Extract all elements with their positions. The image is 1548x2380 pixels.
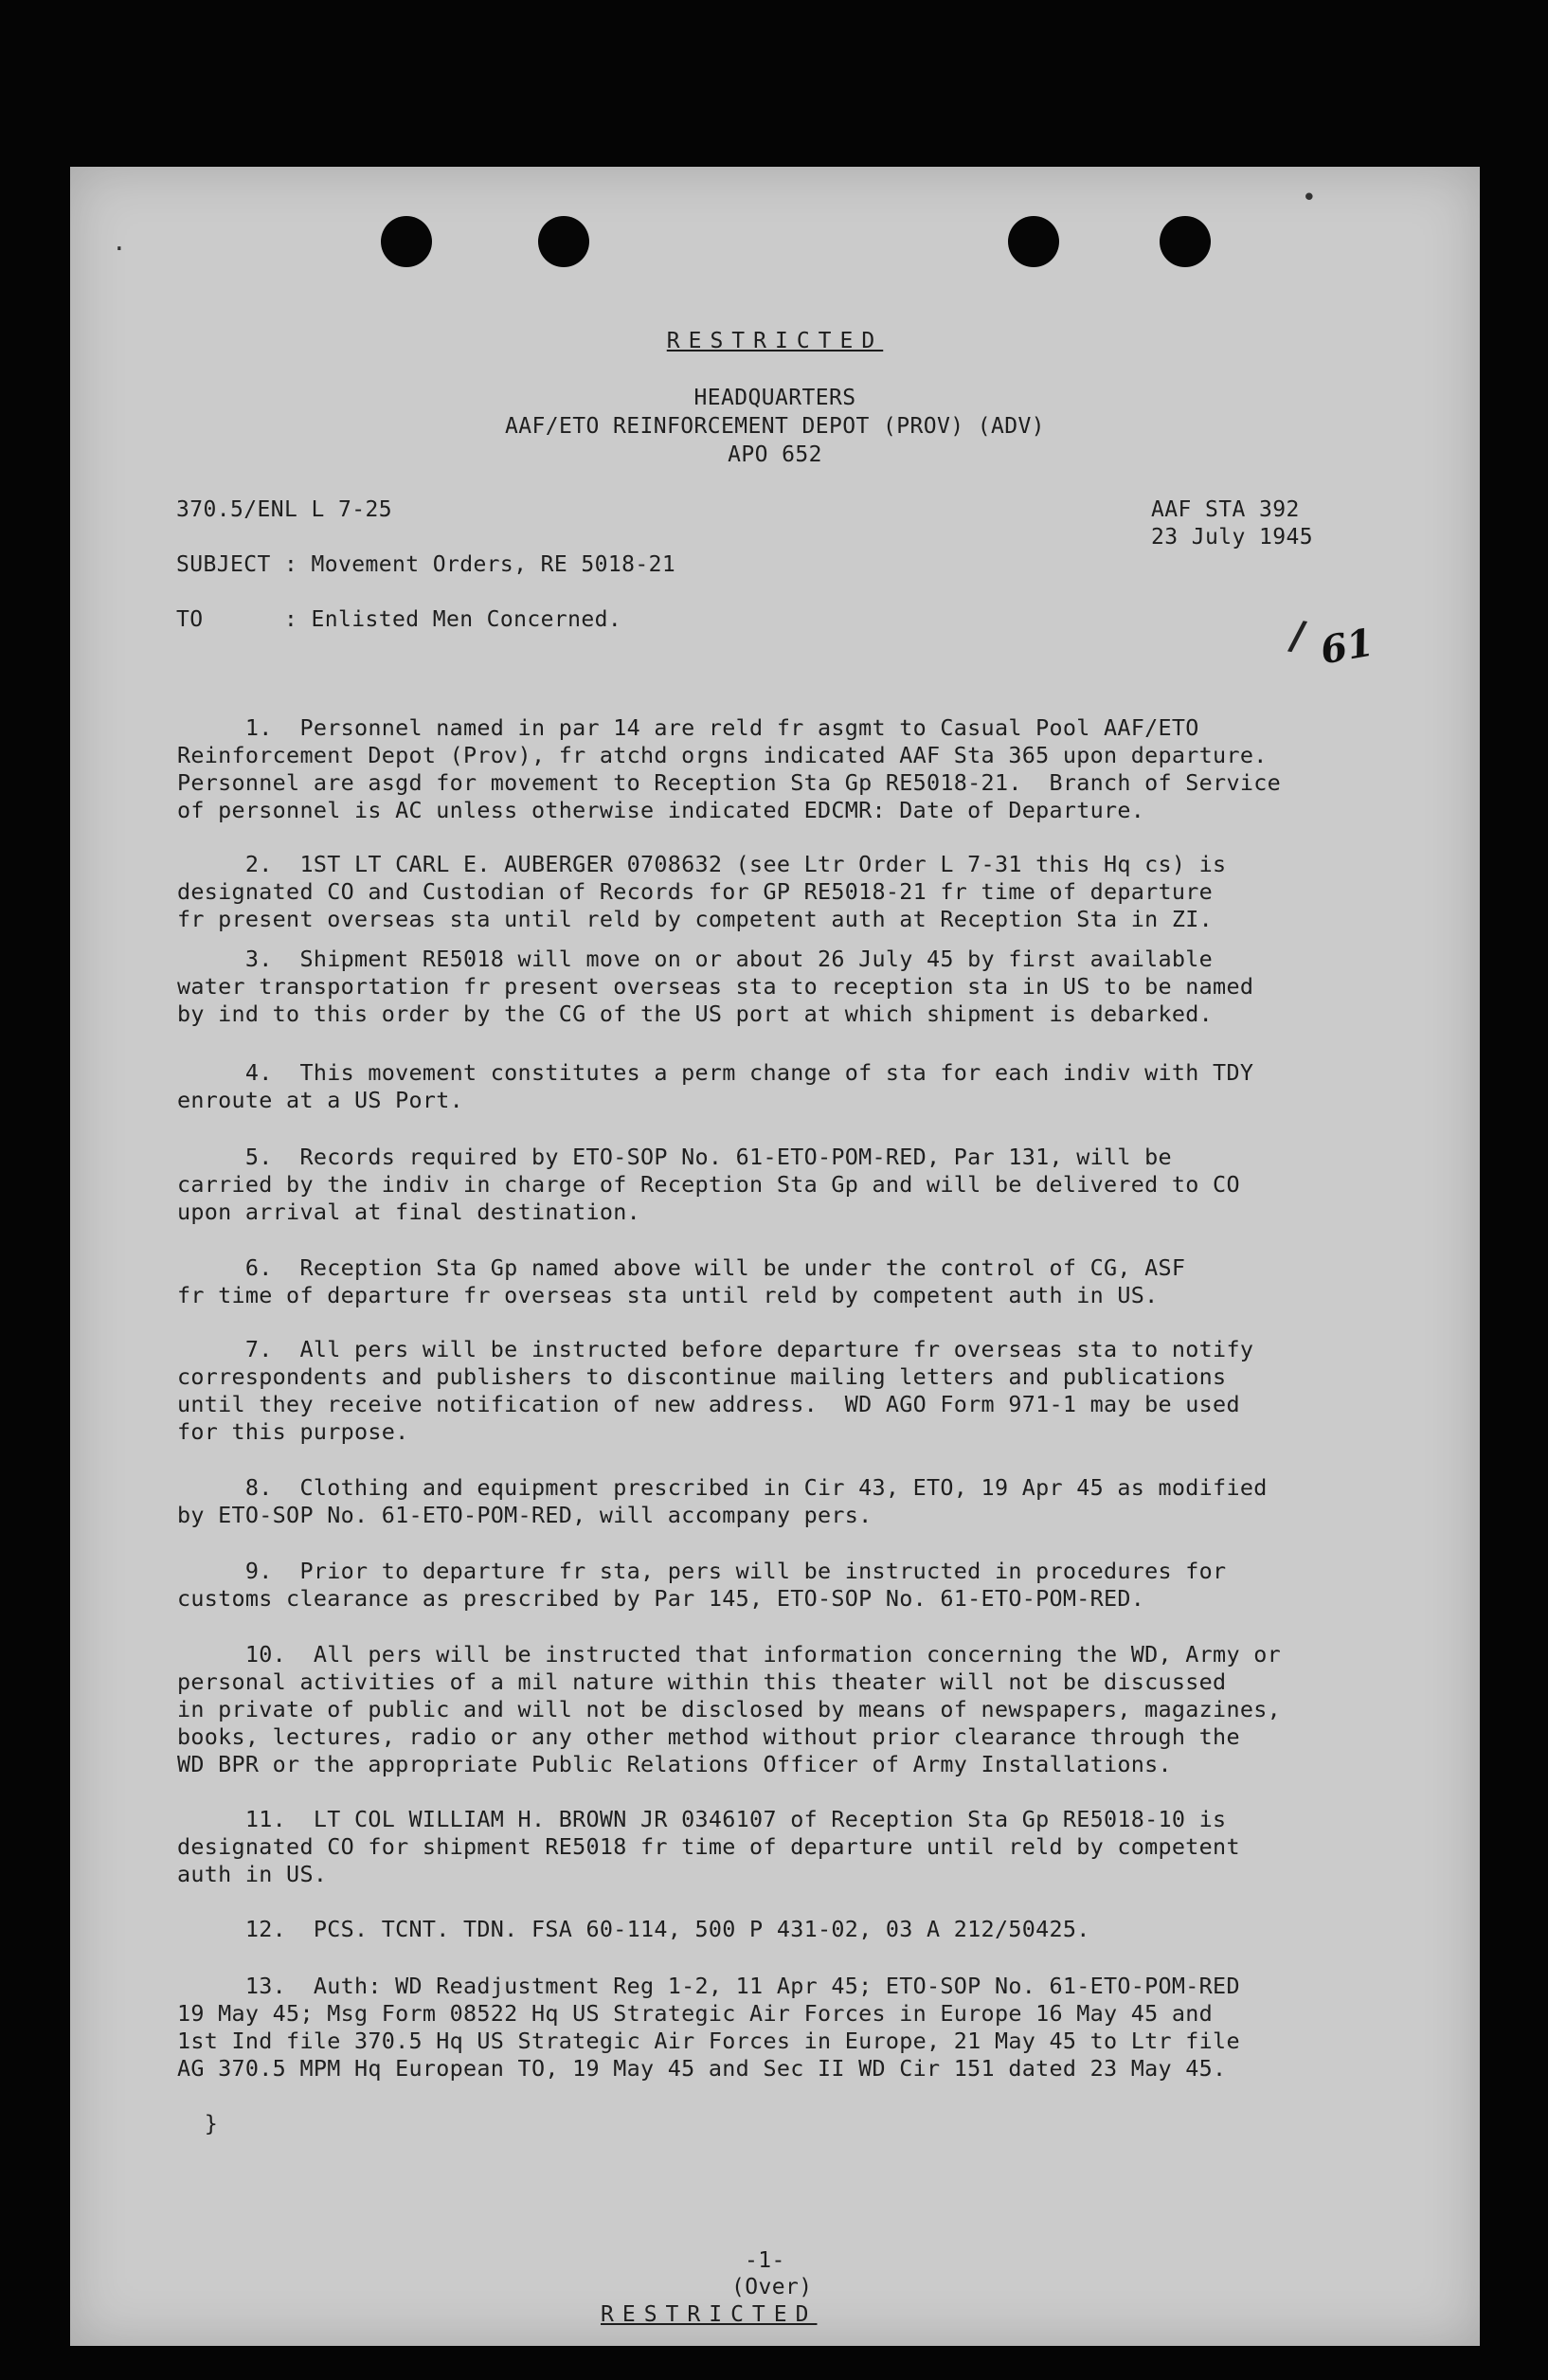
paragraph-6: 6. Reception Sta Gp named above will be under the control of CG, ASF fr time of departure fr overseas sta until reld by competent auth in US. [177,1254,1186,1308]
paragraph-5: 5. Records required by ETO-SOP No. 61-ETO-POM-RED, Par 131, will be carried by the indiv in charge of Reception Sta Gp and will be delivered to CO upon arrival at final destination. [177,1144,1240,1225]
to-line: TO : Enlisted Men Concerned. [176,607,622,632]
classification-bottom: RESTRICTED [601,2302,818,2327]
document-page [70,167,1480,2346]
file-reference: 370.5/ENL L 7-25 [176,497,392,522]
ink-speck: • [1302,184,1317,212]
page-number: -1- [745,2248,785,2273]
subject-line: SUBJECT : Movement Orders, RE 5018-21 [176,552,676,577]
paragraph-13: 13. Auth: WD Readjustment Reg 1-2, 11 Apr 45; ETO-SOP No. 61-ETO-POM-RED 19 May 45; Msg Form 08522 Hq US Strategic Air Forces in Europe 16 May 45 and 1st Ind file 370.5 Hq US Strategic Air Forces in Europe, 21 May 45 to Ltr file AG 370.5 MPM Hq European TO, 19 May 45 and Sec II WD Cir 151 dated 23 May 45. } [177,1973,1240,2137]
org-headquarters: HEADQUARTERS [693,386,856,410]
paragraph-1: 1. Personnel named in par 14 are reld fr asgmt to Casual Pool AAF/ETO Reinforcement Depot (Prov), fr atchd orgns indicated AAF Sta 365 upon departure. Personnel are asgd for movement to Reception Sta Gp RE5018-21. Branch of Service of personnel is AC unless otherwise indicated EDCMR: Date of Departure. [177,714,1281,823]
ink-speck: · [112,235,127,263]
classification-top: RESTRICTED [666,329,884,353]
paragraph-4: 4. This movement constitutes a perm change of sta for each indiv with TDY enroute at a US Port. [177,1059,1254,1113]
org-depot: AAF/ETO REINFORCEMENT DEPOT (PROV) (ADV) [505,414,1045,439]
handwritten-slash: / [1286,611,1309,659]
over-note: (Over) [731,2275,813,2299]
paragraph-2: 2. 1ST LT CARL E. AUBERGER 0708632 (see Ltr Order L 7-31 this Hq cs) is designated CO and Custodian of Records for GP RE5018-21 fr time of departure fr present overseas sta until reld by competent auth at Reception Sta in ZI. [177,851,1227,932]
paragraph-8: 8. Clothing and equipment prescribed in Cir 43, ETO, 19 Apr 45 as modified by ETO-SOP No. 61-ETO-POM-RED, will accompany pers. [177,1474,1268,1528]
punch-hole [381,216,432,267]
document-date: 23 July 1945 [1151,525,1313,550]
paragraph-12: 12. PCS. TCNT. TDN. FSA 60-114, 500 P 431-02, 03 A 212/50425. [177,1916,1090,1942]
org-apo: APO 652 [728,442,822,467]
handwritten-number: 61 [1317,620,1377,674]
punch-hole [1160,216,1211,267]
paragraph-7: 7. All pers will be instructed before departure fr overseas sta to notify correspondents and publishers to discontinue mailing letters and publications until they receive notification of new address. WD AGO Form 971-1 may be used for this purpose. [177,1336,1254,1445]
paragraph-11: 11. LT COL WILLIAM H. BROWN JR 0346107 of Reception Sta Gp RE5018-10 is designated CO for shipment RE5018 fr time of departure until reld by competent auth in US. [177,1806,1240,1887]
paragraph-10: 10. All pers will be instructed that information concerning the WD, Army or personal activities of a mil nature within this theater will not be discussed in private of public and will not be disclosed by means of newspapers, magazines, books, lectures, radio or any other method without prior clearance through the WD BPR or the appropriate Public Relations Officer of Army Installations. [177,1641,1281,1777]
paragraph-9: 9. Prior to departure fr sta, pers will be instructed in procedures for customs clearance as prescribed by Par 145, ETO-SOP No. 61-ETO-POM-RED. [177,1558,1227,1612]
paragraph-3: 3. Shipment RE5018 will move on or about 26 July 45 by first available water transportation fr present overseas sta to reception sta in US to be named by ind to this order by the CG of the US port at which shipment is debarked. [177,946,1254,1027]
station: AAF STA 392 [1151,497,1300,522]
punch-hole [538,216,589,267]
punch-hole [1008,216,1059,267]
